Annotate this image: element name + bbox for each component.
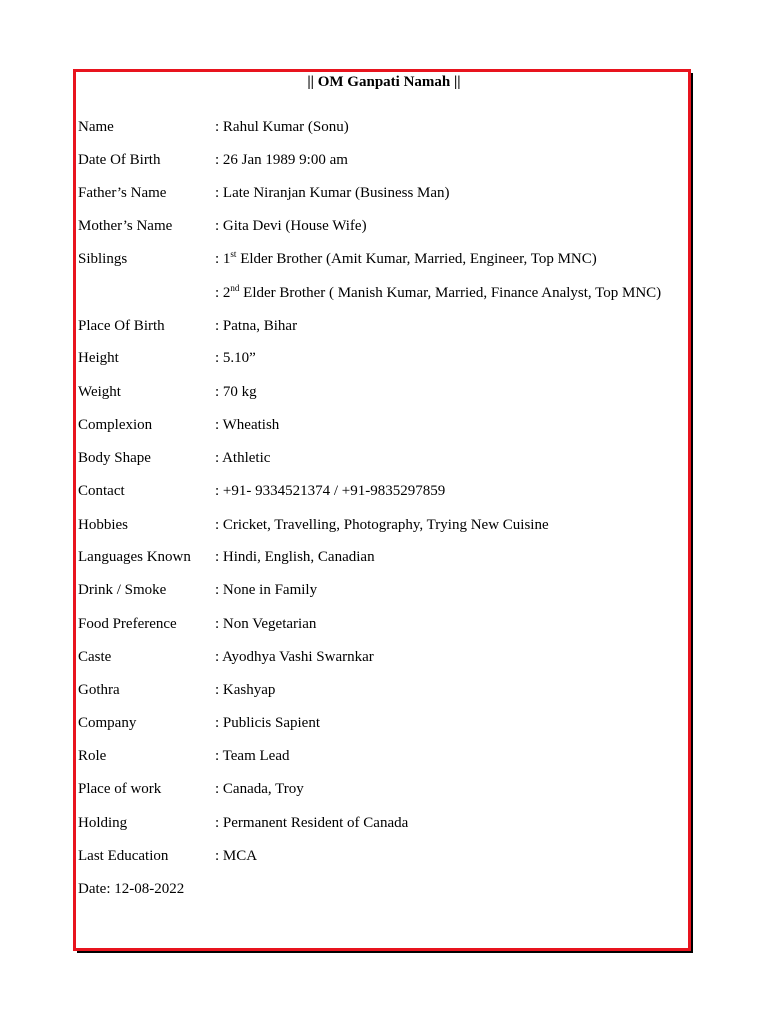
field-label: Mother’s Name bbox=[78, 218, 173, 234]
field-label: Caste bbox=[78, 649, 112, 665]
field-label: Body Shape bbox=[78, 450, 151, 466]
field-label: Place of work bbox=[78, 781, 162, 797]
field-value: : Publicis Sapient bbox=[215, 715, 320, 731]
field-value bbox=[215, 284, 661, 302]
field-value: : Canada, Troy bbox=[215, 781, 304, 797]
sibling-ordinal-suffix: nd bbox=[230, 283, 240, 293]
sibling-ordinal-number: : 2 bbox=[215, 285, 231, 301]
field-label: Father’s Name bbox=[78, 185, 167, 201]
document-heading: || OM Ganpati Namah || bbox=[307, 74, 461, 90]
field-value: : Kashyap bbox=[215, 682, 276, 698]
field-label: Gothra bbox=[78, 682, 120, 698]
field-label: Holding bbox=[78, 815, 128, 831]
field-label: Date Of Birth bbox=[78, 152, 161, 168]
field-value: : Rahul Kumar (Sonu) bbox=[215, 119, 349, 135]
field-label: Contact bbox=[78, 483, 125, 499]
field-value: : Team Lead bbox=[215, 748, 290, 764]
field-value: : Ayodhya Vashi Swarnkar bbox=[215, 649, 374, 665]
field-value: : Athletic bbox=[215, 450, 271, 466]
field-value: : Non Vegetarian bbox=[215, 616, 317, 632]
field-label: Height bbox=[78, 350, 119, 366]
sibling-description: Elder Brother ( Manish Kumar, Married, Finance Analyst, Top MNC) bbox=[239, 285, 662, 301]
field-value: : 26 Jan 1989 9:00 am bbox=[215, 152, 348, 168]
field-value: : Patna, Bihar bbox=[215, 318, 298, 334]
field-value: : Gita Devi (House Wife) bbox=[215, 218, 367, 234]
field-value: : Late Niranjan Kumar (Business Man) bbox=[215, 185, 450, 201]
field-label: Languages Known bbox=[78, 549, 191, 565]
field-value: : 5.10” bbox=[215, 350, 256, 366]
field-label: Name bbox=[78, 119, 114, 135]
field-value: : MCA bbox=[215, 848, 258, 864]
field-label: Siblings bbox=[78, 251, 128, 267]
field-label: Last Education bbox=[78, 848, 169, 864]
field-value bbox=[215, 250, 597, 268]
field-value: : Wheatish bbox=[215, 417, 280, 433]
field-value: : Hindi, English, Canadian bbox=[215, 549, 375, 565]
field-label: Company bbox=[78, 715, 137, 731]
field-label: Place Of Birth bbox=[78, 318, 165, 334]
field-value: : +91- 9334521374 / +91-9835297859 bbox=[215, 483, 446, 499]
field-label: Drink / Smoke bbox=[78, 582, 167, 598]
field-label: Food Preference bbox=[78, 616, 177, 632]
field-value: : Permanent Resident of Canada bbox=[215, 815, 409, 831]
field-value: : 70 kg bbox=[215, 384, 257, 400]
field-label: Weight bbox=[78, 384, 121, 400]
sibling-ordinal-suffix: st bbox=[230, 249, 237, 259]
field-label: Complexion bbox=[78, 417, 153, 433]
field-value: : Cricket, Travelling, Photography, Trying New Cuisine bbox=[215, 517, 549, 533]
sibling-ordinal-number: : 1 bbox=[215, 251, 231, 267]
field-label: Role bbox=[78, 748, 107, 764]
field-value: : None in Family bbox=[215, 582, 318, 598]
document-date: Date: 12-08-2022 bbox=[78, 881, 185, 897]
field-label: Hobbies bbox=[78, 517, 128, 533]
sibling-description: Elder Brother (Amit Kumar, Married, Engineer, Top MNC) bbox=[236, 251, 597, 267]
